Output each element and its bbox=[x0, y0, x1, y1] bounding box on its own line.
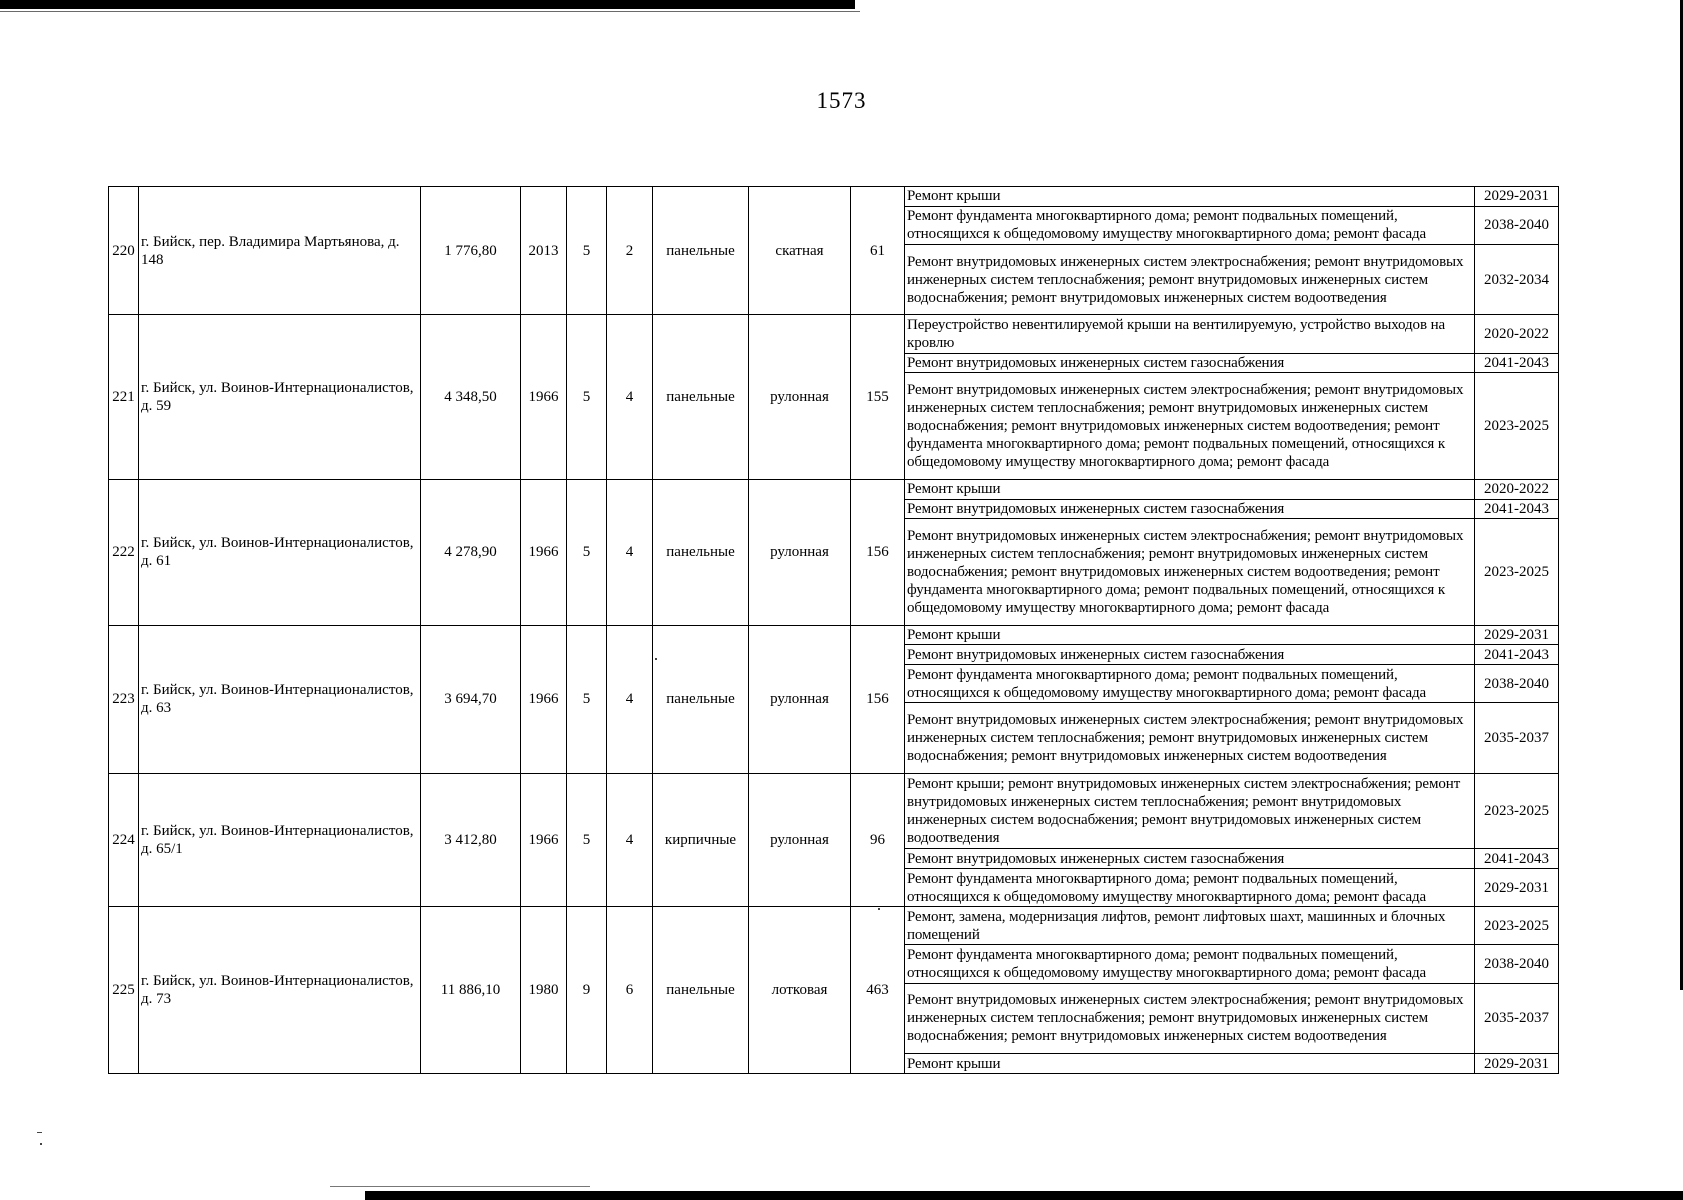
house-floors: 5 bbox=[567, 187, 607, 315]
house-residents: 463 bbox=[851, 907, 905, 1074]
house-entrances: 4 bbox=[607, 315, 653, 480]
scan-speck bbox=[37, 1132, 42, 1133]
house-area: 4 348,50 bbox=[421, 315, 521, 480]
work-period: 2038-2040 bbox=[1475, 206, 1559, 244]
work-period: 2035-2037 bbox=[1475, 703, 1559, 773]
house-residents: 155 bbox=[851, 315, 905, 480]
work-description: Ремонт фундамента многоквартирного дома; ремонт подвальных помещений, относящихся к общедомовому имуществу многоквартирного дома; ремонт фасада bbox=[905, 868, 1475, 906]
house-area: 3 694,70 bbox=[421, 625, 521, 773]
house-entrances: 4 bbox=[607, 773, 653, 906]
work-period: 2041-2043 bbox=[1475, 499, 1559, 519]
house-entrances: 2 bbox=[607, 187, 653, 315]
house-entrances: 4 bbox=[607, 479, 653, 625]
housing-register-table bbox=[108, 186, 1559, 1074]
house-roof-type: скатная bbox=[749, 187, 851, 315]
house-address: г. Бийск, ул. Воинов-Интернационалистов, д. 73 bbox=[139, 907, 421, 1074]
house-floors: 5 bbox=[567, 773, 607, 906]
work-period: 2023-2025 bbox=[1475, 373, 1559, 480]
house-number: 220 bbox=[109, 187, 139, 315]
scan-speck bbox=[40, 1143, 42, 1145]
work-period: 2020-2022 bbox=[1475, 479, 1559, 499]
house-number: 224 bbox=[109, 773, 139, 906]
house-address: г. Бийск, ул. Воинов-Интернационалистов, д. 61 bbox=[139, 479, 421, 625]
house-floors: 9 bbox=[567, 907, 607, 1074]
house-residents: 156 bbox=[851, 479, 905, 625]
scan-border-top bbox=[0, 0, 855, 9]
house-entrances: 6 bbox=[607, 907, 653, 1074]
work-description: Ремонт крыши bbox=[905, 1054, 1475, 1074]
house-roof-type: рулонная bbox=[749, 479, 851, 625]
work-period: 2023-2025 bbox=[1475, 907, 1559, 945]
register-body bbox=[109, 187, 1559, 1074]
house-number: 221 bbox=[109, 315, 139, 480]
house-year: 2013 bbox=[521, 187, 567, 315]
house-wall-material: панельные bbox=[653, 479, 749, 625]
house-area: 3 412,80 bbox=[421, 773, 521, 906]
work-period: 2029-2031 bbox=[1475, 187, 1559, 207]
house-wall-material: панельные bbox=[653, 315, 749, 480]
house-wall-material: кирпичные bbox=[653, 773, 749, 906]
house-row bbox=[109, 907, 1559, 945]
work-period: 2041-2043 bbox=[1475, 645, 1559, 665]
house-residents: 96 bbox=[851, 773, 905, 906]
page-number: 1573 bbox=[816, 88, 867, 113]
work-description: Ремонт внутридомовых инженерных систем электроснабжения; ремонт внутридомовых инженерных систем теплоснабжения; ремонт внутридомовых инженерных систем водоснабжения; ремонт внутридомовых инженерных систем водоотведения bbox=[905, 983, 1475, 1053]
house-entrances: 4 bbox=[607, 625, 653, 773]
work-period: 2038-2040 bbox=[1475, 665, 1559, 703]
work-description: Ремонт внутридомовых инженерных систем газоснабжения bbox=[905, 499, 1475, 519]
work-period: 2020-2022 bbox=[1475, 315, 1559, 353]
work-period: 2023-2025 bbox=[1475, 519, 1559, 626]
work-period: 2035-2037 bbox=[1475, 983, 1559, 1053]
house-address: г. Бийск, пер. Владимира Мартьянова, д. 148 bbox=[139, 187, 421, 315]
work-period: 2038-2040 bbox=[1475, 945, 1559, 983]
house-year: 1966 bbox=[521, 479, 567, 625]
house-row bbox=[109, 315, 1559, 353]
work-description: Ремонт внутридомовых инженерных систем электроснабжения; ремонт внутридомовых инженерных систем теплоснабжения; ремонт внутридомовых инженерных систем водоснабжения; ремонт внутридомовых инженерных систем водоотведения; ремонт фундамента многоквартирного дома; ремонт подвальных помещений, относящихся к общедомовому имуществу многоквартирного дома; ремонт фасада bbox=[905, 519, 1475, 626]
work-description: Ремонт внутридомовых инженерных систем газоснабжения bbox=[905, 645, 1475, 665]
house-floors: 5 bbox=[567, 315, 607, 480]
house-row bbox=[109, 773, 1559, 849]
work-period: 2023-2025 bbox=[1475, 773, 1559, 849]
house-residents: 156 bbox=[851, 625, 905, 773]
house-wall-material: панельные bbox=[653, 907, 749, 1074]
work-period: 2032-2034 bbox=[1475, 244, 1559, 314]
work-description: Ремонт фундамента многоквартирного дома; ремонт подвальных помещений, относящихся к общедомовому имуществу многоквартирного дома; ремонт фасада bbox=[905, 206, 1475, 244]
work-description: Ремонт крыши bbox=[905, 479, 1475, 499]
house-area: 1 776,80 bbox=[421, 187, 521, 315]
work-description: Ремонт крыши bbox=[905, 625, 1475, 645]
house-area: 4 278,90 bbox=[421, 479, 521, 625]
house-roof-type: рулонная bbox=[749, 773, 851, 906]
house-year: 1966 bbox=[521, 315, 567, 480]
work-description: Ремонт фундамента многоквартирного дома; ремонт подвальных помещений, относящихся к общедомовому имуществу многоквартирного дома; ремонт фасада bbox=[905, 665, 1475, 703]
work-description: Ремонт крыши; ремонт внутридомовых инженерных систем электроснабжения; ремонт внутридомовых инженерных систем теплоснабжения; ремонт внутридомовых инженерных систем водоснабжения; ремонт внутридомовых инженерных систем водоотведения bbox=[905, 773, 1475, 849]
work-period: 2029-2031 bbox=[1475, 625, 1559, 645]
scan-border-bottom bbox=[365, 1191, 1683, 1200]
house-address: г. Бийск, ул. Воинов-Интернационалистов, д. 65/1 bbox=[139, 773, 421, 906]
house-roof-type: лотковая bbox=[749, 907, 851, 1074]
house-row bbox=[109, 479, 1559, 499]
work-period: 2041-2043 bbox=[1475, 353, 1559, 373]
house-residents: 61 bbox=[851, 187, 905, 315]
house-floors: 5 bbox=[567, 479, 607, 625]
work-period: 2029-2031 bbox=[1475, 868, 1559, 906]
work-description: Ремонт внутридомовых инженерных систем электроснабжения; ремонт внутридомовых инженерных систем теплоснабжения; ремонт внутридомовых инженерных систем водоснабжения; ремонт внутридомовых инженерных систем водоотведения; ремонт фундамента многоквартирного дома; ремонт подвальных помещений, относящихся к общедомовому имуществу многоквартирного дома; ремонт фасада bbox=[905, 373, 1475, 480]
house-area: 11 886,10 bbox=[421, 907, 521, 1074]
work-description: Ремонт внутридомовых инженерных систем электроснабжения; ремонт внутридомовых инженерных систем теплоснабжения; ремонт внутридомовых инженерных систем водоснабжения; ремонт внутридомовых инженерных систем водоотведения bbox=[905, 703, 1475, 773]
scan-border-top-faint bbox=[0, 11, 860, 12]
house-floors: 5 bbox=[567, 625, 607, 773]
scan-border-bottom-faint bbox=[330, 1186, 590, 1187]
house-year: 1980 bbox=[521, 907, 567, 1074]
house-year: 1966 bbox=[521, 625, 567, 773]
work-description: Ремонт внутридомовых инженерных систем газоснабжения bbox=[905, 353, 1475, 373]
work-description: Переустройство невентилируемой крыши на вентилируемую, устройство выходов на кровлю bbox=[905, 315, 1475, 353]
work-period: 2029-2031 bbox=[1475, 1054, 1559, 1074]
work-description: Ремонт внутридомовых инженерных систем газоснабжения bbox=[905, 849, 1475, 869]
house-year: 1966 bbox=[521, 773, 567, 906]
work-description: Ремонт внутридомовых инженерных систем электроснабжения; ремонт внутридомовых инженерных систем теплоснабжения; ремонт внутридомовых инженерных систем водоснабжения; ремонт внутридомовых инженерных систем водоотведения bbox=[905, 244, 1475, 314]
house-row bbox=[109, 187, 1559, 207]
house-wall-material: панельные bbox=[653, 187, 749, 315]
house-row bbox=[109, 625, 1559, 645]
house-number: 225 bbox=[109, 907, 139, 1074]
work-description: Ремонт крыши bbox=[905, 187, 1475, 207]
house-address: г. Бийск, ул. Воинов-Интернационалистов, д. 63 bbox=[139, 625, 421, 773]
work-description: Ремонт фундамента многоквартирного дома; ремонт подвальных помещений, относящихся к общедомовому имуществу многоквартирного дома; ремонт фасада bbox=[905, 945, 1475, 983]
house-number: 223 bbox=[109, 625, 139, 773]
house-roof-type: рулонная bbox=[749, 625, 851, 773]
house-address: г. Бийск, ул. Воинов-Интернационалистов, д. 59 bbox=[139, 315, 421, 480]
work-description: Ремонт, замена, модернизация лифтов, ремонт лифтовых шахт, машинных и блочных помещений bbox=[905, 907, 1475, 945]
work-period: 2041-2043 bbox=[1475, 849, 1559, 869]
house-roof-type: рулонная bbox=[749, 315, 851, 480]
house-number: 222 bbox=[109, 479, 139, 625]
house-wall-material: панельные bbox=[653, 625, 749, 773]
